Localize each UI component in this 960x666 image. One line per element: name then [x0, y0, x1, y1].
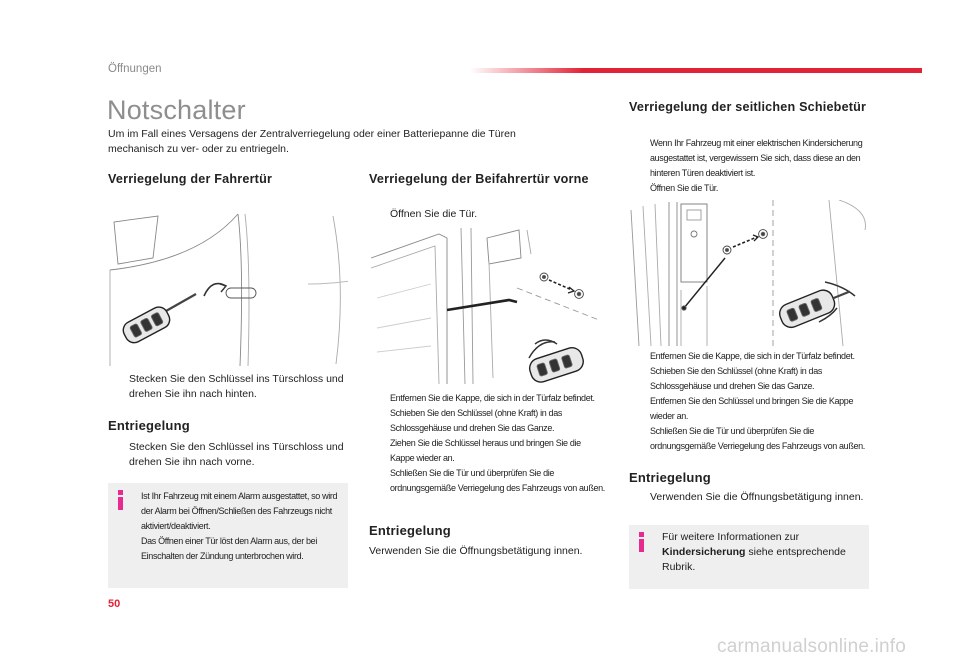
intro-text: Um im Fall eines Versagens der Zentralverriegelung oder einer Batteriepanne die Türen mechanisch zu ver- oder zu entriegeln. [108, 128, 516, 155]
list-item [629, 349, 869, 364]
step-text: Entfernen Sie die Kappe, die sich in der Türfalz befindet. [390, 393, 595, 403]
info-text-bold: Kindersicherung [662, 546, 746, 558]
bullet-icon [629, 349, 650, 364]
bullet-icon [629, 424, 650, 454]
bullet-icon [629, 364, 650, 394]
step-text: Schieben Sie den Schlüssel (ohne Kraft) in das Schlossgehäuse und drehen Sie das Ganze. [650, 366, 823, 391]
section-label: Öffnungen [108, 63, 162, 75]
sliding-door-illustration [629, 200, 869, 346]
list-item [369, 406, 607, 436]
list-item [369, 466, 607, 496]
step-text: Stecken Sie den Schlüssel ins Türschloss und drehen Sie ihn nach vorne. [129, 441, 344, 468]
driver-unlock-heading: Entriegelung [108, 418, 190, 433]
bullet-icon [629, 490, 650, 505]
sliding-unlock-heading: Entriegelung [629, 470, 711, 485]
alarm-info-box [108, 483, 348, 588]
list-item [369, 391, 607, 406]
bullet-icon [629, 136, 650, 181]
sliding-door-lock-icon [629, 200, 869, 346]
driver-unlock-step [108, 440, 348, 470]
step-text: Öffnen Sie die Tür. [650, 183, 719, 193]
bullet-icon [629, 394, 650, 424]
bullet-icon [369, 406, 390, 436]
passenger-unlock-heading: Entriegelung [369, 523, 451, 538]
step-text: Schließen Sie die Tür und überprüfen Sie die ordnungsgemäße Verriegelung des Fahrzeugs von außen. [390, 468, 605, 493]
step-text: Wenn Ihr Fahrzeug mit einer elektrischen Kindersicherung ausgestattet ist, vergewissern Sie sich, dass diese an den hinteren Türen deaktiviert ist. [650, 138, 863, 178]
child-lock-info-text [662, 530, 862, 575]
driver-door-illustration [108, 206, 348, 366]
info-icon [635, 532, 649, 552]
step-text: Schieben Sie den Schlüssel (ohne Kraft) in das Schlossgehäuse und drehen Sie das Ganze. [390, 408, 563, 433]
passenger-unlock-text: Verwenden Sie die Öffnungsbetätigung innen. [369, 545, 583, 557]
bullet-icon [369, 391, 390, 406]
sliding-unlock-step [629, 490, 869, 505]
step-text: Ziehen Sie die Schlüssel heraus und bringen Sie die Kappe wieder an. [390, 438, 581, 463]
bullet-icon [108, 372, 129, 402]
alarm-info-text: Ist Ihr Fahrzeug mit einem Alarm ausgestattet, so wird der Alarm bei Öffnen/Schließen des Fahrzeugs nicht aktiviert/deaktiviert. Das Öffnen einer Tür löst den Alarm aus, der bei Einschalten der Zündung unterbrochen wird. [141, 491, 338, 561]
passenger-door-lock-icon [369, 228, 607, 384]
bullet-icon [369, 466, 390, 496]
bullet-icon [108, 440, 129, 470]
sliding-lock-heading: Verriegelung der seitlichen Schiebetür [629, 100, 867, 114]
step-text: Entfernen Sie die Kappe, die sich in der Türfalz befindet. [650, 351, 855, 361]
step-text: Öffnen Sie die Tür. [390, 208, 478, 220]
step-text: Verwenden Sie die Öffnungsbetätigung innen. [650, 491, 864, 503]
driver-lock-step [108, 372, 348, 402]
step-text: Entfernen Sie den Schlüssel und bringen Sie die Kappe wieder an. [650, 396, 854, 421]
info-icon [114, 490, 128, 510]
bullet-icon [629, 181, 650, 196]
page-number: 50 [108, 598, 121, 610]
step-text: Schließen Sie die Tür und überprüfen Sie die ordnungsgemäße Verriegelung des Fahrzeugs von außen. [650, 426, 865, 451]
list-item [629, 136, 869, 181]
step-text: Stecken Sie den Schlüssel ins Türschloss und drehen Sie ihn nach hinten. [129, 373, 344, 400]
driver-door-key-icon [108, 206, 348, 366]
passenger-door-illustration [369, 228, 607, 384]
child-lock-info-box [629, 525, 869, 589]
info-text-post: siehe entsprechende Rubrik. [662, 546, 846, 573]
list-item [629, 364, 869, 394]
passenger-lock-heading: Verriegelung der Beifahrertür vorne [369, 172, 589, 186]
driver-lock-heading: Verriegelung der Fahrertür [108, 172, 273, 186]
header-accent-rule [470, 68, 922, 73]
sliding-lock-steps [629, 349, 869, 454]
info-text-pre: Für weitere Informationen zur [662, 531, 800, 543]
list-item [629, 394, 869, 424]
bullet-icon [369, 207, 390, 222]
passenger-lock-steps [369, 391, 607, 496]
sliding-lock-prep-steps [629, 136, 869, 196]
watermark: carmanualsonline.info [717, 636, 907, 657]
page-title: Notschalter [107, 95, 246, 125]
passenger-open-step [369, 207, 599, 222]
bullet-icon [369, 436, 390, 466]
list-item [629, 181, 869, 196]
list-item [629, 424, 869, 454]
list-item [369, 436, 607, 466]
